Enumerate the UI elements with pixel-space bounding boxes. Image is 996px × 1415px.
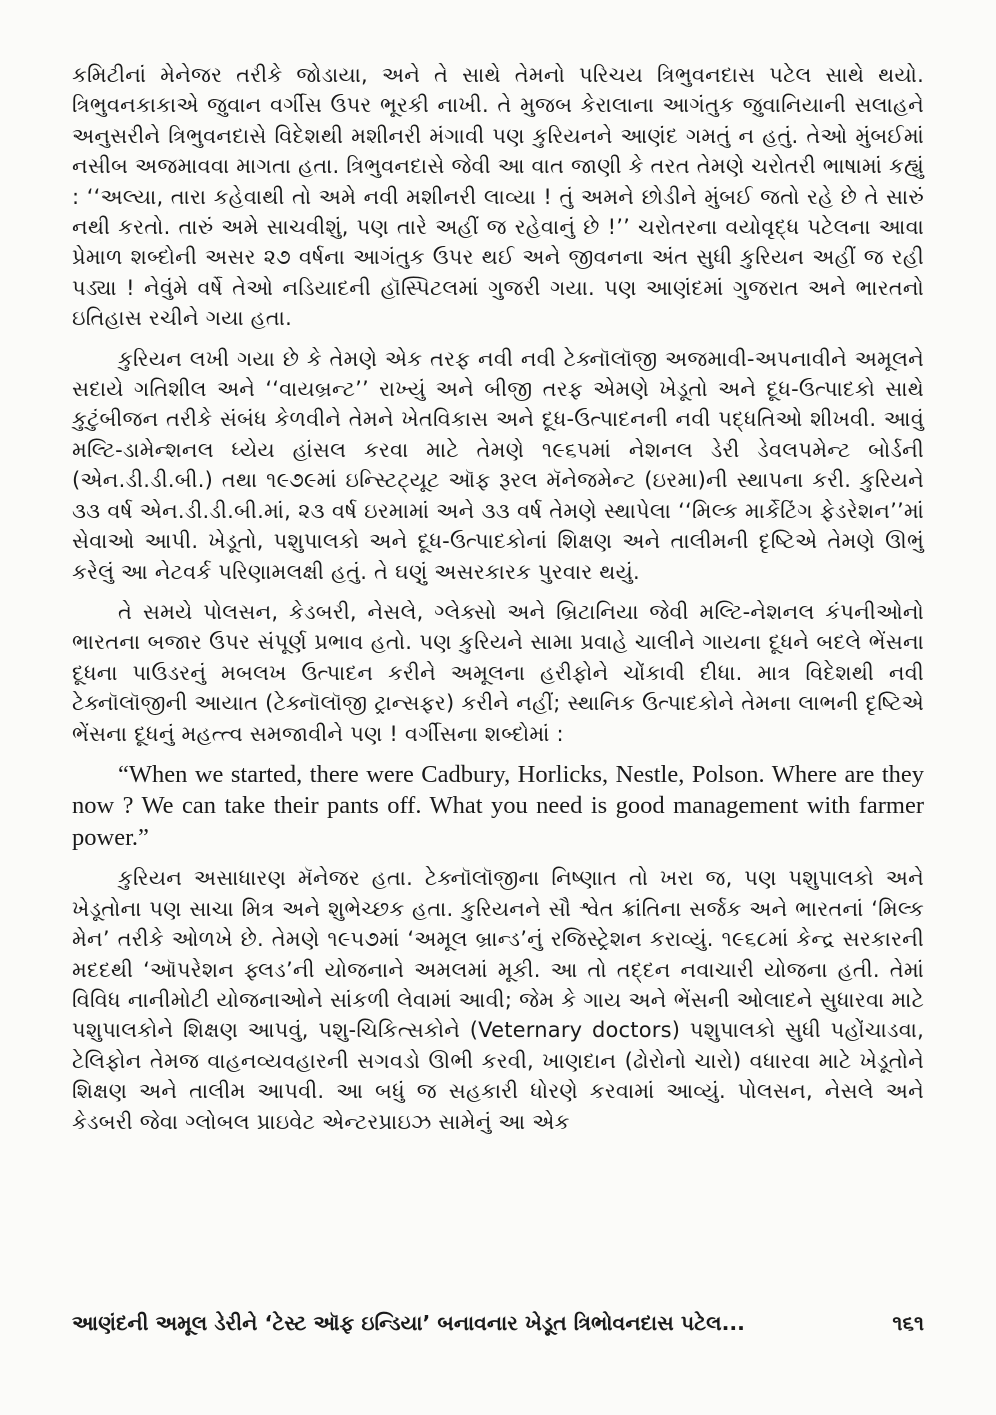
paragraph-2: કુરિયન લખી ગયા છે કે તેમણે એક તરફ નવી નવી ટેક્નૉલૉજી અજમાવી-અપનાવીને અમૂલને સદાયે ગતિશીલ અને ‘‘વાયબ્રન્ટ’’ રાખ્યું અને બીજી તરફ એમણે ખેડૂતો અને દૂધ-ઉત્પાદકો સાથે કુટુંબીજન તરીકે સંબંધ કેળવીને તેમને ખેતવિકાસ અને દૂધ-ઉત્પાદનની નવી પદ્ધતિઓ શીખવી. આવું મલ્ટિ-ડામેન્શનલ ધ્યેય હાંસલ કરવા માટે તેમણે ૧૯૬૫માં નેશનલ ડેરી ડેવલપમેન્ટ બોર્ડની (એન.ડી.ડી.બી.) તથા ૧૯૭૯માં ઇન્સ્ટિટ્યૂટ ઑફ રૂરલ મૅનેજમેન્ટ (ઇરમા)ની સ્થાપના કરી. કુરિયને ૩૩ વર્ષ એન.ડી.ડી.બી.માં, ૨૩ વર્ષ ઇરમામાં અને ૩૩ વર્ષ તેમણે સ્થાપેલા ‘‘મિલ્ક માર્કેટિંગ ફેડરેશન’’માં સેવાઓ આપી. ખેડૂતો, પશુપાલકો અને દૂધ-ઉત્પાદકોનાં શિક્ષણ અને તાલીમની દૃષ્ટિએ તેમણે ઊભું કરેલું આ નેટવર્ક પરિણામલક્ષી હતું. તે ઘણું અસરકારક પુરવાર થયું. xyxy=(72,346,924,584)
page-body xyxy=(72,60,924,1137)
paragraph-4: કુરિયન અસાધારણ મૅનેજર હતા. ટેક્નૉલૉજીના નિષ્ણાત તો ખરા જ, પણ પશુપાલકો અને ખેડૂતોના પણ સાચા મિત્ર અને શુભેચ્છક હતા. કુરિયનને સૌ શ્વેત ક્રાંતિના સર્જક અને ભારતનાં ‘મિલ્ક મેન’ તરીકે ઓળખે છે. તેમણે ૧૯૫૭માં ‘અમૂલ બ્રાન્ડ’નું રજિસ્ટ્રેશન કરાવ્યું. ૧૯૬૮માં કેન્દ્ર સરકારની મદદથી ‘ઑપરેશન ફ્લડ’ની યોજનાને અમલમાં મૂકી. આ તો તદ્દન નવાચારી યોજના હતી. તેમાં વિવિધ નાનીમોટી યોજનાઓને સાંકળી લેવામાં આવી; જેમ કે ગાય અને ભેંસની ઓલાદને સુધારવા માટે પશુપાલકોને શિક્ષણ આપવું, પશુ-ચિકિત્સકોને (Veternary doctors) પશુપાલકો સુધી પહોંચાડવા, ટેલિફોન તેમજ વાહનવ્યવહારની સગવડો ઊભી કરવી, ખાણદાન (ઢોરોનો ચારો) વધારવા માટે ખેડૂતોને શિક્ષણ અને તાલીમ આપવી. આ બધું જ સહકારી ધોરણે કરવામાં આવ્યું. પોલસન, નેસલે અને કેડબરી જેવા ગ્લોબલ પ્રાઇવેટ એન્ટરપ્રાઇઝ સામેનું આ એક xyxy=(72,866,925,1134)
page-number: ૧૬૧ xyxy=(892,1311,924,1335)
paragraph-3: તે સમયે પોલસન, કેડબરી, નેસલે, ગ્લેક્સો અને બ્રિટાનિયા જેવી મલ્ટિ-નેશનલ કંપનીઓનો ભારતના બજાર ઉપર સંપૂર્ણ પ્રભાવ હતો. પણ કુરિયને સામા પ્રવાહે ચાલીને ગાયના દૂધને બદલે ભેંસના દૂધના પાઉડરનું મબલખ ઉત્પાદન કરીને અમૂલના હરીફોને ચોંકાવી દીધા. માત્ર વિદેશથી નવી ટેક્નૉલૉજીની આયાત (ટેક્નૉલૉજી ટ્રાન્સફર) કરીને નહીં; સ્થાનિક ઉત્પાદકોને તેમના લાભની દૃષ્ટિએ ભેંસના દૂધનું મહત્ત્વ સમજાવીને પણ ! વર્ગીસના શબ્દોમાં : xyxy=(72,599,924,746)
page-footer xyxy=(72,1311,924,1336)
running-title: આણંદની અમૂલ ડેરીને ‘ટેસ્ટ ઑફ ઇન્ડિયા’ બનાવનાર ખેડૂત ત્રિભોવનદાસ પટેલ... xyxy=(72,1311,745,1335)
english-quote: “When we started, there were Cadbury, Horlicks, Nestle, Polson. Where are they now ? We can take their pants off. What you need is good management with farmer power.” xyxy=(72,760,924,851)
paragraph-1: કમિટીનાં મેનેજર તરીકે જોડાયા, અને તે સાથે તેમનો પરિચય ત્રિભુવનદાસ પટેલ સાથે થયો. ત્રિભુવનકાકાએ જુવાન વર્ગીસ ઉપર ભૂરકી નાખી. તે મુજબ કેરાલાના આગંતુક જુવાનિયાની સલાહને અનુસરીને ત્રિભુવનદાસે વિદેશથી મશીનરી મંગાવી પણ કુરિયનને આણંદ ગમતું ન હતું. તેઓ મુંબઈમાં નસીબ અજમાવવા માગતા હતા. ત્રિભુવનદાસે જેવી આ વાત જાણી કે તરત તેમણે ચરોતરી ભાષામાં કહ્યું : ‘‘અલ્યા, તારા કહેવાથી તો અમે નવી મશીનરી લાવ્યા ! તું અમને છોડીને મુંબઈ જતો રહે છે તે સારું નથી કરતો. તારું અમે સાચવીશું, પણ તારે અહીં જ રહેવાનું છે !’’ ચરોતરના વયોવૃદ્ધ પટેલના આવા પ્રેમાળ શબ્દોની અસર ૨૭ વર્ષના આગંતુક ઉપર થઈ અને જીવનના અંત સુધી કુરિયન અહીં જ રહી પડ્યા ! નેવુંમે વર્ષે તેઓ નડિયાદની હૉસ્પિટલમાં ગુજરી ગયા. પણ આણંદમાં ગુજરાત અને ભારતનો ઇતિહાસ રચીને ગયા હતા. xyxy=(72,63,924,331)
